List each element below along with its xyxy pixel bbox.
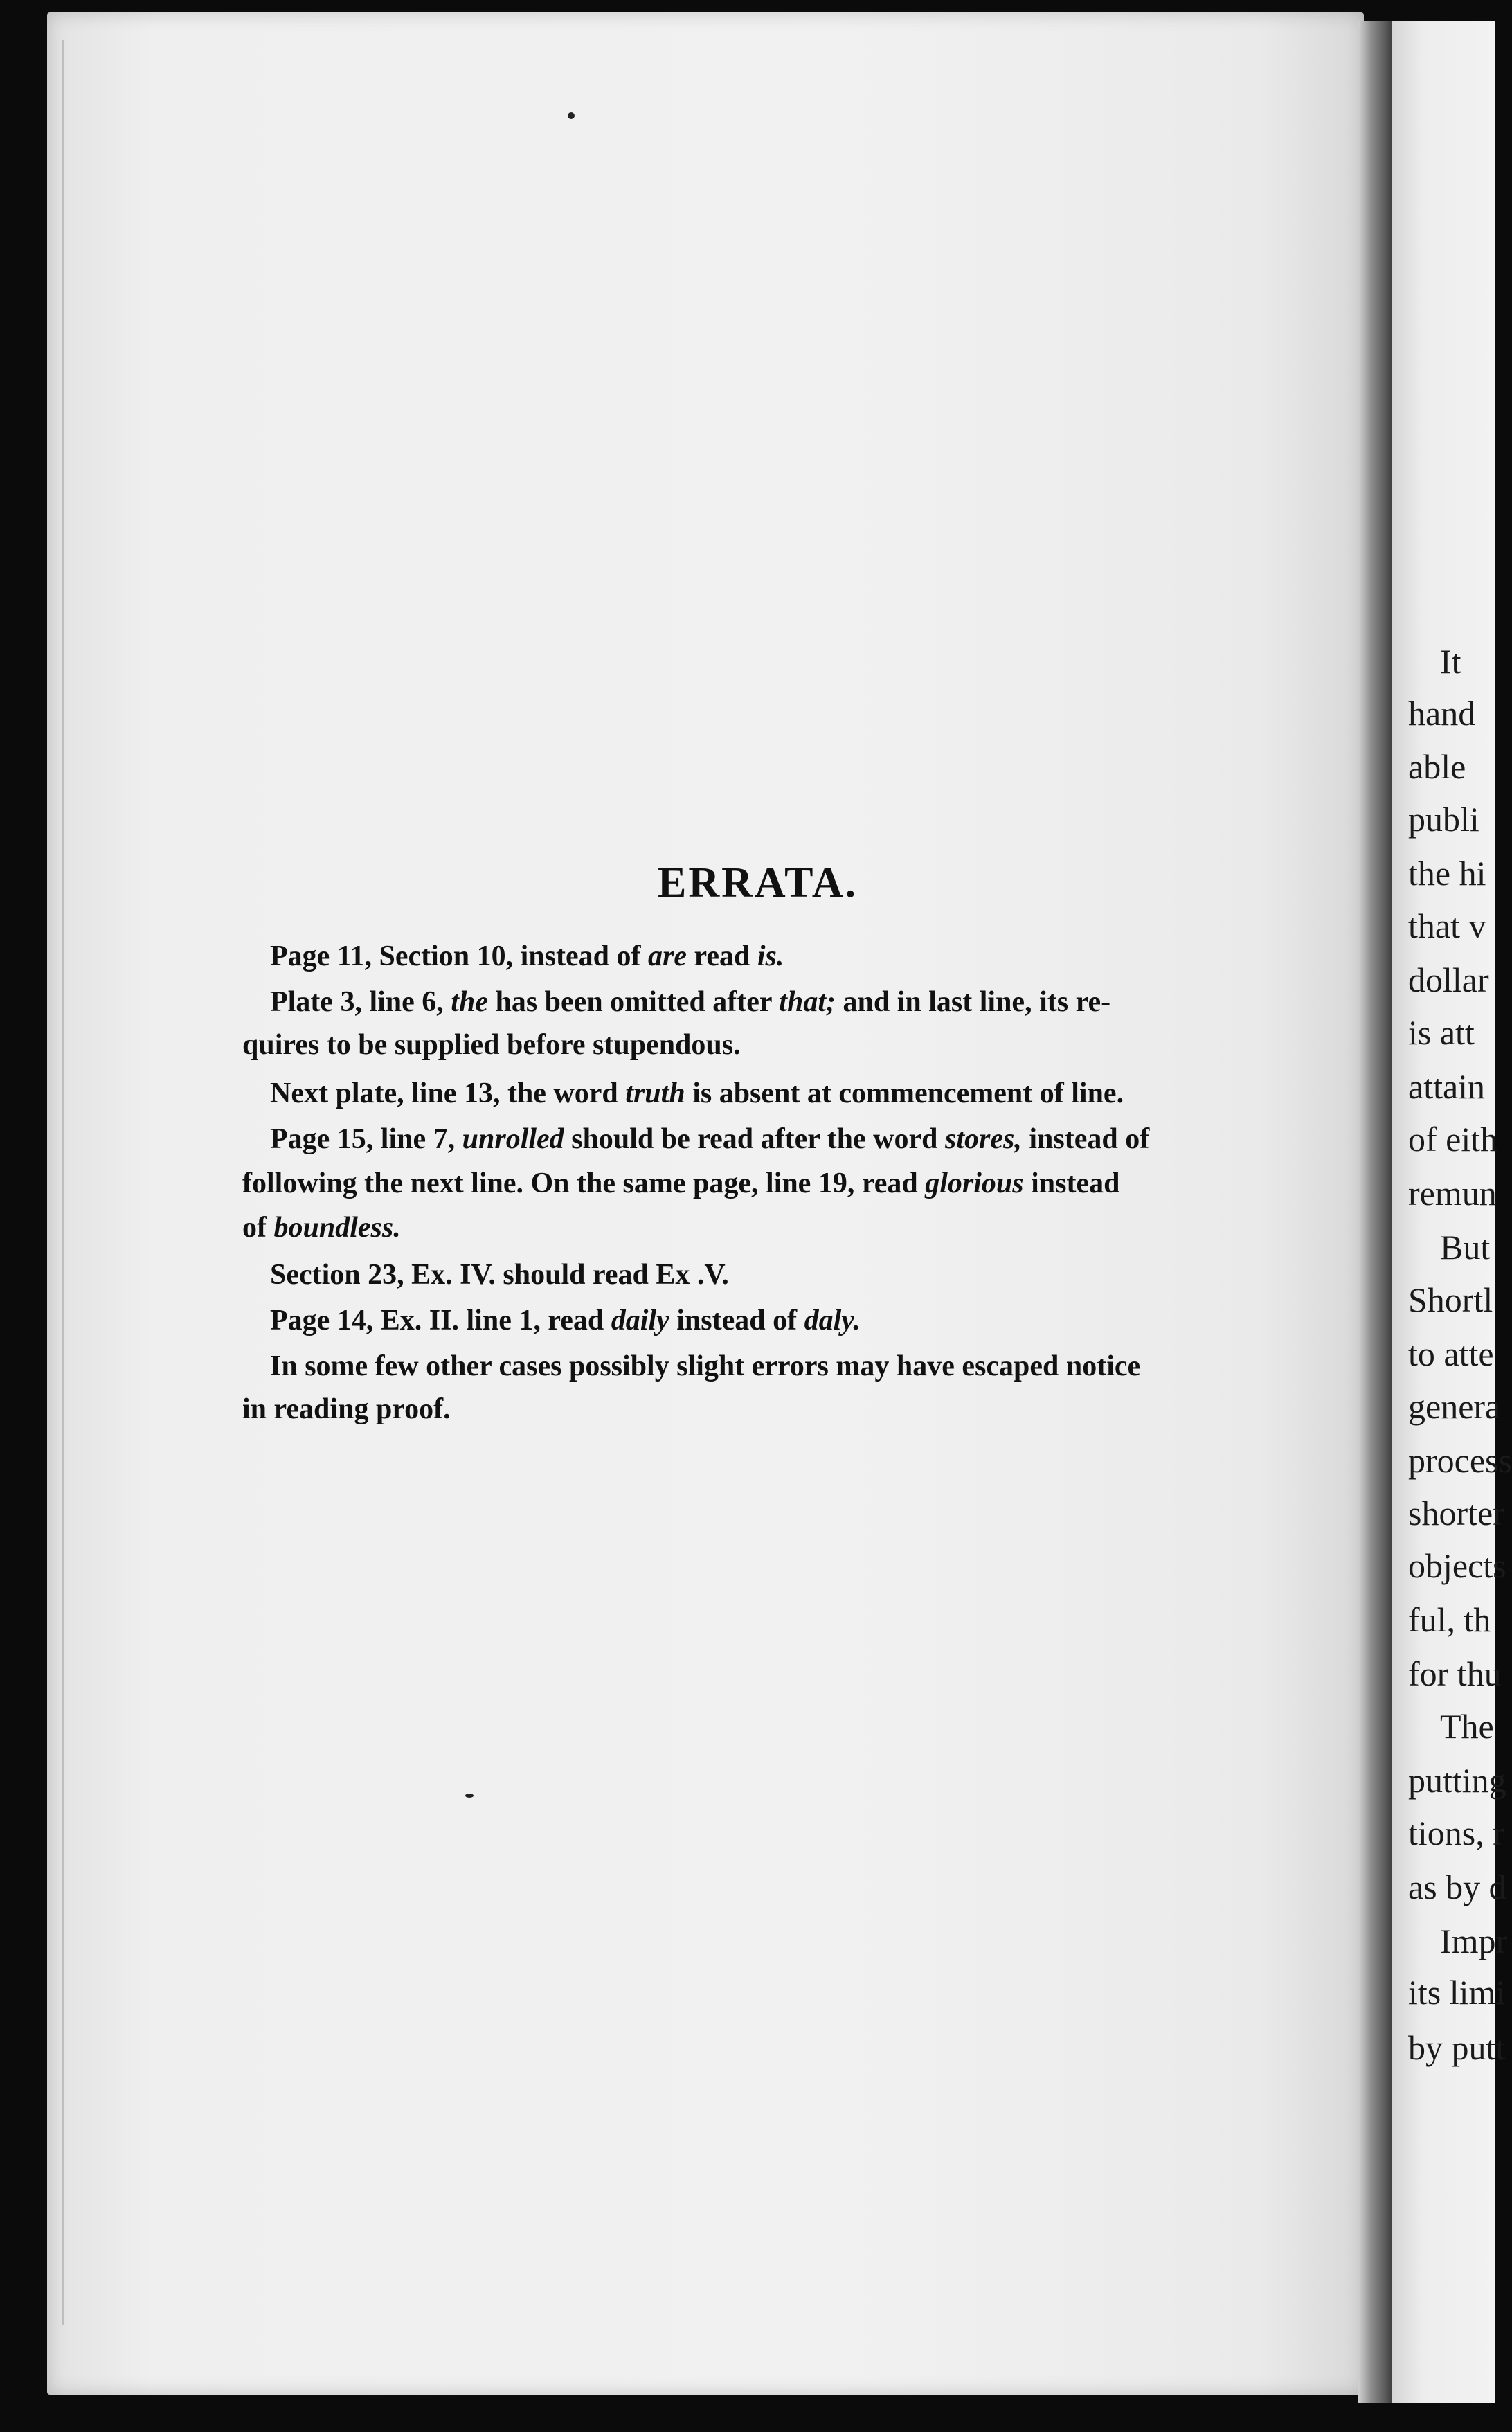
facing-page-line: shorter [1408,1494,1504,1532]
errata-line [242,1213,401,1242]
line-text: In some few other cases possibly slight errors may have escaped notice [270,1350,1141,1382]
facing-page-line: as by d [1408,1868,1506,1906]
facing-page-line: for thu [1408,1654,1502,1693]
errata-line [242,1395,451,1424]
line-text: Section 23, Ex. IV. should read Ex .V. [270,1259,729,1291]
facing-page-line: ful, th [1408,1600,1491,1639]
line-text: instead of [1021,1123,1150,1155]
facing-page-line: by putt [1408,2028,1506,2067]
line-text: of [242,1212,274,1244]
errata-line [270,1352,1140,1381]
line-text: Next plate, line 13, the word [270,1078,626,1109]
line-text: Page 15, line 7, [270,1123,462,1155]
facing-page-line: Impr [1440,1922,1508,1960]
facing-page-line: to atte [1408,1334,1494,1373]
errata-line [270,1079,1124,1108]
facing-page-line: dollar [1408,960,1489,999]
facing-page-line: attain [1408,1067,1486,1106]
errata-line [270,1306,861,1335]
facing-page-line: The [1440,1707,1494,1746]
line-italic: is. [757,940,784,972]
line-italic: are [647,940,687,972]
line-italic: stores, [944,1123,1022,1155]
facing-page-line: of eith [1408,1120,1498,1159]
errata-line [242,1169,1119,1198]
facing-page-line: is att [1408,1013,1475,1052]
line-italic: unrolled [462,1123,564,1155]
line-italic: boundless. [273,1212,401,1244]
line-text: Plate 3, line 6, [270,986,451,1018]
facing-page-line: remun [1408,1174,1497,1213]
facing-page-line: genera [1408,1387,1501,1426]
facing-page-line: hand [1408,694,1476,733]
facing-page-line: its limi [1408,1973,1506,2012]
line-italic: that; [779,986,836,1018]
facing-page-line: But [1440,1228,1491,1267]
line-text: is absent at commencement of line. [685,1078,1124,1109]
errata-line [270,1125,1149,1154]
line-text: Page 11, Section 10, instead of [270,940,648,972]
facing-page-line: the hi [1408,854,1486,893]
facing-page-line: It [1440,642,1461,681]
line-italic: the [451,986,488,1018]
line-italic: daly. [804,1305,861,1336]
facing-page-line: that v [1408,906,1486,945]
errata-line [270,987,1110,1017]
errata-page [47,12,1364,2395]
ink-speck [568,112,575,119]
facing-page-line: putting [1408,1761,1506,1800]
line-text: in reading proof. [242,1393,451,1425]
facing-page [1392,21,1512,2403]
errata-title: ERRATA. [658,859,858,906]
ink-speck [465,1794,474,1798]
line-text: and in last line, its re- [835,986,1111,1018]
errata-line [270,1260,729,1289]
line-italic: daily [611,1305,669,1336]
facing-page-line: Shortl [1408,1280,1493,1319]
errata-line [270,942,784,971]
facing-page-line: tions, r [1408,1814,1504,1852]
page-edge-line [62,40,64,2325]
facing-page-line: publi [1408,800,1479,839]
errata-line [242,1030,741,1059]
line-text: following the next line. On the same page, line 19, read [242,1168,926,1199]
line-italic: glorious [925,1168,1024,1199]
line-text: instead of [669,1305,804,1336]
facing-page-line: objects [1408,1546,1506,1585]
line-text: instead [1023,1168,1120,1199]
facing-page-line: able [1408,747,1466,786]
line-text: Page 14, Ex. II. line 1, read [270,1305,611,1336]
line-italic: truth [625,1078,685,1109]
line-text: quires to be supplied before stupendous. [242,1029,741,1061]
line-text: should be read after the word [564,1123,945,1155]
line-text: read [686,940,757,972]
facing-page-line: process [1408,1441,1512,1480]
line-text: has been omitted after [487,986,780,1018]
